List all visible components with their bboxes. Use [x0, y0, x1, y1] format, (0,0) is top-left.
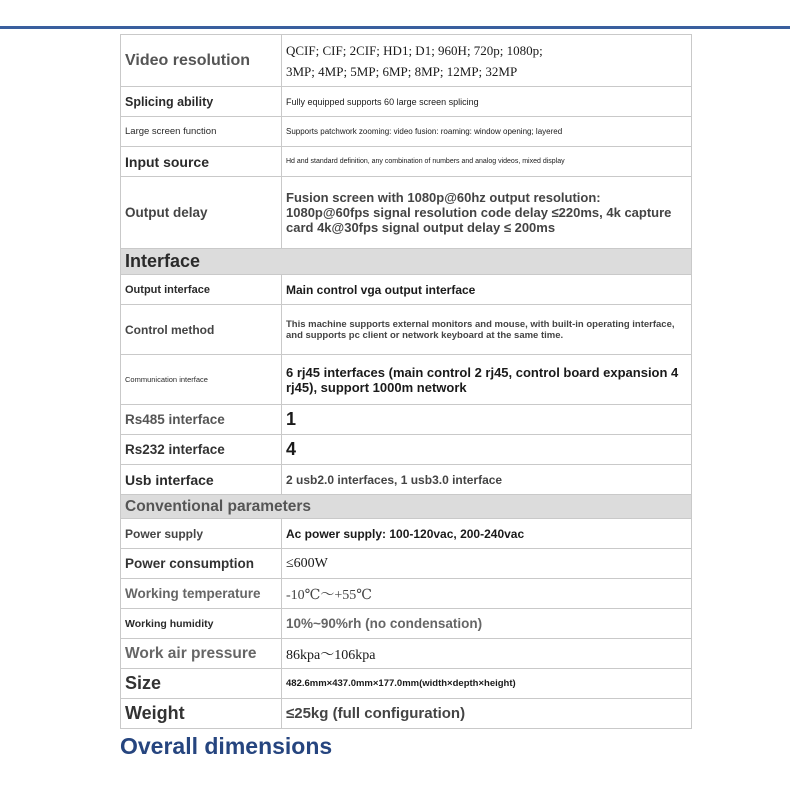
row-label: Control method — [121, 305, 282, 355]
table-row — [121, 519, 692, 549]
row-value: Supports patchwork zooming: video fusion: roaming: window opening; layered — [282, 117, 692, 147]
table-row — [121, 699, 692, 729]
row-value: -10℃～+55℃ — [282, 579, 692, 609]
table-row — [121, 639, 692, 669]
table-row — [121, 609, 692, 639]
section-title: Conventional parameters — [121, 495, 692, 519]
table-row — [121, 117, 692, 147]
section-title: Interface — [121, 249, 692, 275]
table-row — [121, 35, 692, 87]
row-value: Hd and standard definition, any combination of numbers and analog videos, mixed display — [282, 147, 692, 177]
row-value: ≤25kg (full configuration) — [282, 699, 692, 729]
table-row — [121, 549, 692, 579]
row-label: Output interface — [121, 275, 282, 305]
top-accent-bar — [0, 26, 790, 29]
row-label: Weight — [121, 699, 282, 729]
row-label: Large screen function — [121, 117, 282, 147]
table-row — [121, 177, 692, 249]
row-value: 4 — [282, 435, 692, 465]
row-value: 1 — [282, 405, 692, 435]
table-row — [121, 275, 692, 305]
table-row — [121, 405, 692, 435]
table-row — [121, 579, 692, 609]
row-value: 10%~90%rh (no condensation) — [282, 609, 692, 639]
row-label: Size — [121, 669, 282, 699]
row-label: Output delay — [121, 177, 282, 249]
table-row — [121, 147, 692, 177]
row-label: Video resolution — [121, 35, 282, 87]
value-line: QCIF; CIF; 2CIF; HD1; D1; 960H; 720p; 1080p; — [286, 42, 543, 58]
table-row — [121, 355, 692, 405]
row-label: Input source — [121, 147, 282, 177]
overall-dimensions-heading: Overall dimensions — [120, 733, 333, 759]
table-row — [121, 465, 692, 495]
row-label: Usb interface — [121, 465, 282, 495]
row-value: ≤600W — [282, 549, 692, 579]
row-label: Work air pressure — [121, 639, 282, 669]
row-label: Splicing ability — [121, 87, 282, 117]
row-value: Ac power supply: 100-120vac, 200-240vac — [282, 519, 692, 549]
table-row — [121, 87, 692, 117]
row-value: 6 rj45 interfaces (main control 2 rj45, control board expansion 4 rj45), support 1000m network — [282, 355, 692, 405]
table-row — [121, 435, 692, 465]
row-value — [282, 35, 692, 87]
row-label: Rs232 interface — [121, 435, 282, 465]
row-value: This machine supports external monitors and mouse, with built-in operating interface, and supports pc client or network keyboard at the same time. — [282, 305, 692, 355]
row-value: 86kpa～106kpa — [282, 639, 692, 669]
row-label: Power consumption — [121, 549, 282, 579]
row-label: Communication interface — [121, 355, 282, 405]
row-label: Working temperature — [121, 579, 282, 609]
row-value: Fusion screen with 1080p@60hz output resolution: 1080p@60fps signal resolution code delay ≤220ms, 4k capture card 4k@30fps signal output delay ≤ 200ms — [282, 177, 692, 249]
table-row — [121, 305, 692, 355]
row-label: Working humidity — [121, 609, 282, 639]
row-value: Fully equipped supports 60 large screen splicing — [282, 87, 692, 117]
value-line: 3MP; 4MP; 5MP; 6MP; 8MP; 12MP; 32MP — [286, 63, 518, 79]
row-value: 2 usb2.0 interfaces, 1 usb3.0 interface — [282, 465, 692, 495]
row-value: Main control vga output interface — [282, 275, 692, 305]
spec-table — [120, 34, 692, 729]
table-row — [121, 669, 692, 699]
section-row — [121, 249, 692, 275]
row-label: Rs485 interface — [121, 405, 282, 435]
section-row — [121, 495, 692, 519]
row-value: 482.6mm×437.0mm×177.0mm(width×depth×height) — [282, 669, 692, 699]
row-label: Power supply — [121, 519, 282, 549]
